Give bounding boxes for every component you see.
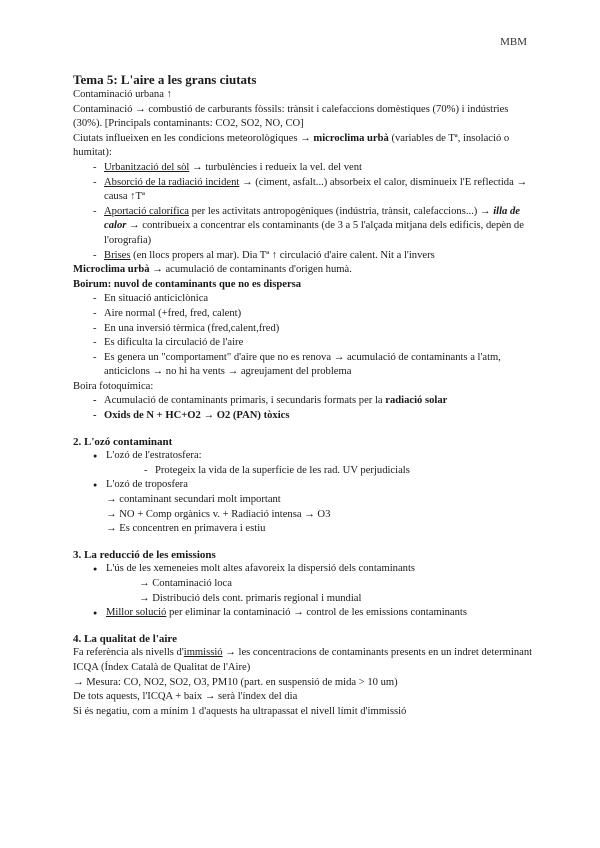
boira-term: radiació solar	[385, 395, 448, 407]
intro-3b: microclima urbà	[313, 132, 389, 144]
microclima-line	[73, 263, 533, 278]
list-item: - Es genera un "comportament" d'aire que no es renova → acumulació de contaminants a l'atm, anticiclons → no hi ha vents → agreujament del problema	[93, 351, 533, 380]
list-item	[93, 394, 533, 409]
list-item	[93, 478, 533, 493]
ozone-strato: L'ozó de l'estratosfera:	[106, 450, 202, 462]
quality-text: → les concentracions de contaminants presents en un indret determinant	[222, 647, 533, 659]
factor-text: contribueix a concentrar els contaminants (de 3 a 5 l'alçada mitjana dels edificis, depèn de l'orografia)	[104, 220, 524, 246]
intro-line-3	[73, 132, 533, 161]
list-item	[93, 249, 533, 264]
section-4-title: 4. La qualitat de l'aire	[73, 632, 177, 645]
factor-term: Urbanització del sòl	[104, 161, 190, 173]
ozone-tropo: L'ozó de troposfera	[106, 479, 188, 491]
ozone-list	[73, 449, 533, 493]
emissions-list-2	[73, 606, 533, 621]
factor-term: Aportació calorífica	[104, 205, 189, 217]
intro-3c: (variables de Tª, insolació o humitat):	[73, 132, 510, 159]
factor-term: Absorció de la radiació incident	[104, 176, 240, 188]
page-title: Tema 5: L'aire a les grans ciutats	[73, 72, 257, 87]
chimney-text: L'ús de les xemeneies molt altes afavoreix la dispersió dels contaminants	[106, 563, 416, 575]
factor-term: Brises	[104, 249, 131, 261]
list-item	[93, 205, 533, 249]
list-item	[93, 562, 533, 577]
boira-text: Acumulació de contaminants primaris, i secundaris formats per la	[104, 395, 386, 407]
best-solution-term: Millor solució	[106, 607, 167, 619]
microclima-text: → acumulació de contaminants d'origen humà.	[149, 264, 352, 276]
boirum-title: Boirum: nuvol de contaminants que no es dispersa	[73, 278, 302, 290]
factor-text: (en llocs propers al mar). Dia Tª ↑ circulació d'aire calent. Nit a l'invers	[130, 249, 435, 261]
quality-line-5: Si és negatiu, com a mínim 1 d'aquests ha ultrapassat el nivell límit d'immissió	[73, 705, 407, 717]
microclima-term: Microclima urbà	[73, 264, 150, 276]
quality-line-3: → Mesura: CO, NO2, SO2, O3, PM10 (part. en suspensió de mida > 10 um)	[73, 676, 398, 688]
ozone-strato-sub	[106, 464, 533, 479]
list-item: - En una inversió tèrmica (fred,calent,fred)	[93, 322, 533, 337]
list-item	[93, 606, 533, 621]
list-item: - En situació anticiclònica	[93, 292, 533, 307]
tropo-line: → Es concentren en primavera i estiu	[106, 523, 266, 535]
list-item	[93, 449, 533, 478]
factor-highlight: illa de calor →	[104, 205, 520, 232]
factor-text: → turbulències i redueix la vel. del vent	[189, 161, 362, 173]
header-initials: MBM	[500, 36, 527, 48]
boira-title: Boira fotoquímica:	[73, 380, 154, 392]
section-2-title: 2. L'ozó contaminant	[73, 435, 173, 448]
quality-term: immissió	[183, 647, 223, 659]
list-item: - Oxids de N + HC+O2 → O2 (PAN) tòxics	[93, 409, 533, 424]
list-item: - Aire normal (+fred, fred, calent)	[93, 307, 533, 322]
tropo-line: → contaminant secundari molt important	[106, 494, 281, 506]
chimney-line: → Contaminació loca	[139, 578, 232, 589]
chimney-line: → Distribució dels cont. primaris regional i mundial	[139, 592, 362, 604]
boira-list	[73, 394, 533, 423]
quality-line-4: De tots aquests, l'ICQA + baix → serà l'índex del dia	[73, 691, 298, 703]
quality-text: Fa referència als nivells d'	[73, 647, 184, 659]
quality-line-1	[73, 646, 533, 661]
list-item	[93, 161, 533, 176]
boirum-list	[73, 292, 533, 380]
tropo-line: → NO + Comp orgànics v. + Radiació intensa → O3	[106, 508, 331, 520]
factor-text: → (ciment, asfalt...) absorbeix el calor, disminueix l'E reflectida → causa ↑Tª	[104, 176, 528, 203]
quality-line-2: ICQA (Índex Català de Qualitat de l'Aire)	[73, 661, 251, 673]
intro-line-1: Contaminació urbana ↑	[73, 89, 172, 100]
factor-text: per les activitats antropogèniques (indústria, trànsit, calefaccions...) →	[189, 205, 494, 217]
intro-line-2: Contaminació → combustió de carburants fòssils: trànsit i calefaccions domèstiques (70%) i indústries (30%). [Principals contaminants: CO2, SO2, NO, CO]	[73, 103, 509, 130]
list-item: - Es dificulta la circulació de l'aire	[93, 336, 533, 351]
factors-list	[73, 161, 533, 263]
document-body	[73, 72, 533, 719]
intro-3a: Ciutats influeixen en les condicions meteorològiques →	[73, 132, 314, 144]
best-solution-text: per eliminar la contaminació → control de les emissions contaminants	[166, 607, 467, 619]
list-item: - Protegeix la vida de la superfície de les rad. UV perjudicials	[144, 464, 533, 479]
list-item	[93, 176, 533, 205]
section-3-title: 3. La reducció de les emissions	[73, 548, 216, 561]
emissions-list	[73, 562, 533, 577]
